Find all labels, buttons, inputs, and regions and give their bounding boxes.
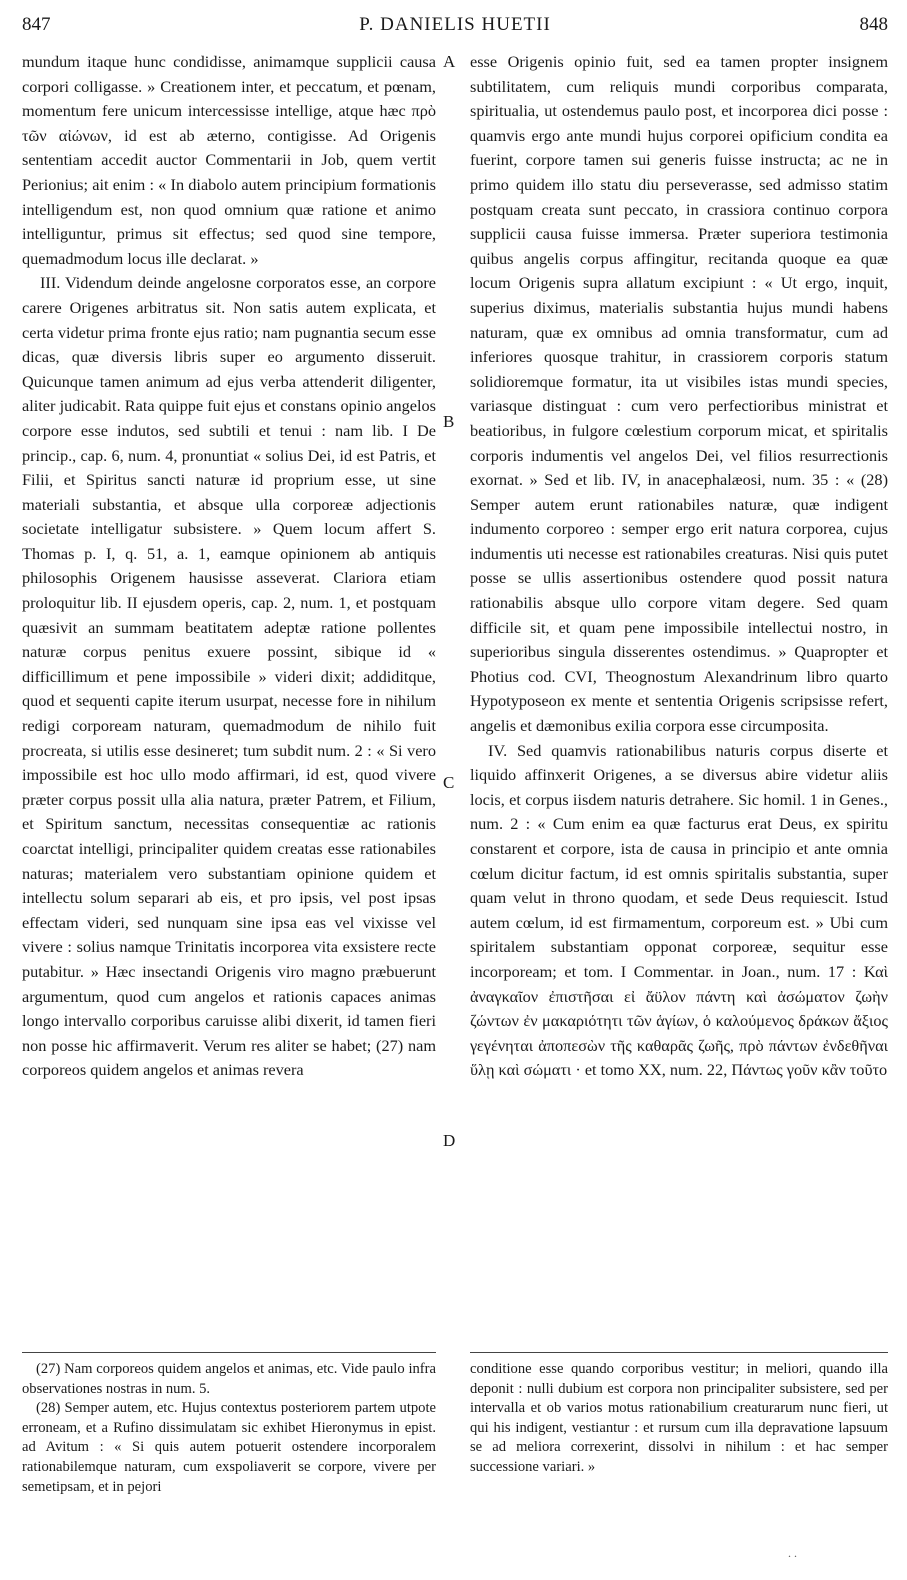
tail-mark: . . <box>788 1546 797 1560</box>
footnotes-left <box>22 1360 436 1497</box>
footnote: (27) Nam corporeos quidem angelos et animas, etc. Vide paulo infra observationes nostras in num. 5. <box>22 1361 436 1397</box>
running-header <box>22 14 888 44</box>
footnote: conditione esse quando corporibus vestitur; in meliori, quando illa deponit : nulli dubium est corpora non principaliter subsistere, sed per intervalla et ob varios motus rationabilium creaturarum nunc fieri, ut qui his indigent, vestiantur : et rursum cum illa depravatione lapsuum se ad meliora correxerint, dissolvi in nihilum : et hac semper successione variari. » <box>470 1361 888 1475</box>
running-title: P. DANIELIS HUETII <box>359 14 551 35</box>
footnotes-right <box>470 1360 888 1478</box>
margin-letter: D <box>443 1131 456 1150</box>
right-column <box>470 50 888 1083</box>
page-number-right: 848 <box>859 14 888 35</box>
page-number-left: 847 <box>22 14 51 35</box>
footnote-divider <box>22 1352 436 1353</box>
margin-letter: C <box>443 773 455 792</box>
footnote-divider <box>470 1352 888 1353</box>
paragraph: IV. Sed quamvis rationabilibus naturis corpus diserte et liquido affinxerit Origenes, a se diversus abire videtur aliis locis, et corpus iisdem naturis detrahere. Sic homil. 1 in Genes., num. 2 : « Cum enim ea quæ facturus erat Deus, ex spiritu constarent et corpore, ista de causa in principio et ante omnia cœlum dicitur factum, id est omnis spiritalis substantia, super quam velut in throno quodam, et sede Deus requiescit. Istud autem cœlum, id est firmamentum, corporeum est. » Ubi cum spiritalem substantiam opponat corporeæ, sequitur esse incorpoream; et tom. I Commentar. in Joan., num. 17 : Καὶ ἀναγκαῖον ἐπιστῆσαι εἰ ἄϋλον πάντη καὶ ἀσώματον ζωὴν ζώντων ἐν μακαριότητι τῶν ἁγίων, ὁ καλούμενος δράκων ἄξιος γεγένηται ἀποπεσὼν τῆς καθαρᾶς ζωῆς, πρὸ πάντων ἐνδεθῆναι ὕλῃ καὶ σώματι · et tomo XX, num. 22, Πάντως γοῦν κἂν τοῦτο <box>470 740 888 1080</box>
margin-letter: B <box>443 412 455 431</box>
paragraph: mundum itaque hunc condidisse, animamque supplicii causa corpori colligasse. » Creationem inter, et peccatum, et pœnam, momentum fere unicum intercessisse intellige, atque hæc πρὸ τῶν αἰώνων, id est ab æterno, contigisse. Ad Origenis sententiam accedit auctor Commentarii in Job, quem vertit Perionius; ait enim : « In diabolo autem principium formationis intelligendum est, non quod omnium quæ ratione et animo intelliguntur, primus sit effectus; sed quod sine tempore, quemadmodum locus ille declarat. » <box>22 52 436 268</box>
footnote: (28) Semper autem, etc. Hujus contextus posteriorem partem utpote erroneam, et a Rufino dissimulatam sic exhibet Hieronymus in epist. ad Avitum : « Si quis autem potuerit ostendere incorporalem rationabilemque naturam, cum exspoliaverit se corpore, vivere per semetipsam, et in pejori <box>22 1400 436 1495</box>
paragraph: esse Origenis opinio fuit, sed ea tamen propter insignem subtilitatem, cum reliquis mundi corporibus comparata, spiritualia, ut ostendemus paulo post, et incorporea dici posse : quamvis ergo ante mundi hujus corporei opificium condita ea fuerint, corpore tamen sui generis fuisse instructa; ac ne in primo quidem illo statu diu perseverasse, sed admisso statim postquam creata sunt peccato, in crassiora continuo corpora supplicii causa fuisse immersa. Præter superiora testimonia quibus angelis corpus affingitur, recitanda quoque ea quæ locum Origenis supra allatum excipiunt : « Ut ergo, inquit, superius diximus, materialis substantia hujus mundi habens naturam, quæ ex omnibus ad omnia transformatur, cum ad inferiores quosque trahitur, in crassiorem corporis statum solidioremque formatur, ita ut visibiles istas mundi species, variasque distinguat : cum vero perfectioribus ministrat et beatioribus, in fulgore cœlestium corporum micat, et spiritalis corporis indumentis vel angelos Dei, vel filios resurrectionis exornat. » Sed et lib. IV, in anacephalæosi, num. 35 : « (28) Semper autem erunt rationabiles naturæ, quæ indigent indumento corporeo : semper ergo erit natura corporea, cujus indumentis uti necesse est rationabiles creaturas. Nisi quis putet posse se ullis assertionibus ostendere quod possit natura rationabilis absque ullo corpore vitam degere. Sed quam difficile sit, et quam pene impossibile intellectui nostro, in superioribus singula disserentes ostendimus. » Quapropter et Photius cod. CVI, Theognostum Alexandrinum libro quarto Hypotyposeon ex mente et sententia Origenis scripsisse refert, angelis et dæmonibus exilia corpora esse circumposita. <box>470 52 888 736</box>
paragraph: III. Videndum deinde angelosne corporatos esse, an corpore carere Origenes arbitratus sit. Non satis autem explicata, et certa videtur prima fronte ejus ratio; nam pugnantia secum esse dicas, quæ diversis libris super eo argumento disseruit. Quicunque tamen animum ad ejus verba attenderit diligenter, aliter judicabit. Rata quippe fuit ejus et constans opinio angelos corpore esse indutos, sed subtili et tenui : nam lib. I De princip., cap. 6, num. 4, pronuntiat « solius Dei, id est Patris, et Filii, et Spiritus sancti naturæ id proprium esse, ut sine materiali substantia, et absque ulla corporeæ adjectionis societate intelligatur subsistere. » Quem locum affert S. Thomas p. I, q. 51, a. 1, eamque opinionem ab antiquis philosophis Origenem hausisse asseverat. Clariora etiam proloquitur lib. II ejusdem operis, cap. 2, num. 1, et postquam quæsivit an summam beatitatem adeptæ ratione pollentes naturæ corpus penitus exuere possint, sibique id « difficillimum et pene impossibile » videri dixit; addiditque, quod et sequenti capite iterum usurpat, necesse fore in nihilum redigi corpoream naturam, quemadmodum de nihilo fuit procreata, si utilis esse desineret; tum subdit num. 2 : « Si vero impossibile est hoc ullo modo affirmari, id est, quod vivere præter corpus possit ulla alia natura, præter Patrem, et Filium, et Spiritum sanctum, necessitas consequentiæ ac rationis coarctat intelligi, principaliter quidem creatas esse rationabiles naturas; materialem vero substantiam opinione quidem et intellectu solum separari ab eis, et pro ipsis, vel post ipsas effectam videri, sed nunquam sine ipsa eas vel vixisse vel vivere : solius namque Trinitatis incorporea vita exsistere recte putabitur. » Hæc insectandi Origenis viro magno præbuerunt argumentum, quod cum angelos et rationis capaces animas longo intervallo corporibus caruisse alibi dixerit, id tamen fieri non posse hic affirmaverit. Verum res aliter se habet; (27) nam corporeos quidem angelos et animas revera <box>22 273 436 1080</box>
left-column <box>22 50 436 1083</box>
margin-letter: A <box>443 52 456 71</box>
